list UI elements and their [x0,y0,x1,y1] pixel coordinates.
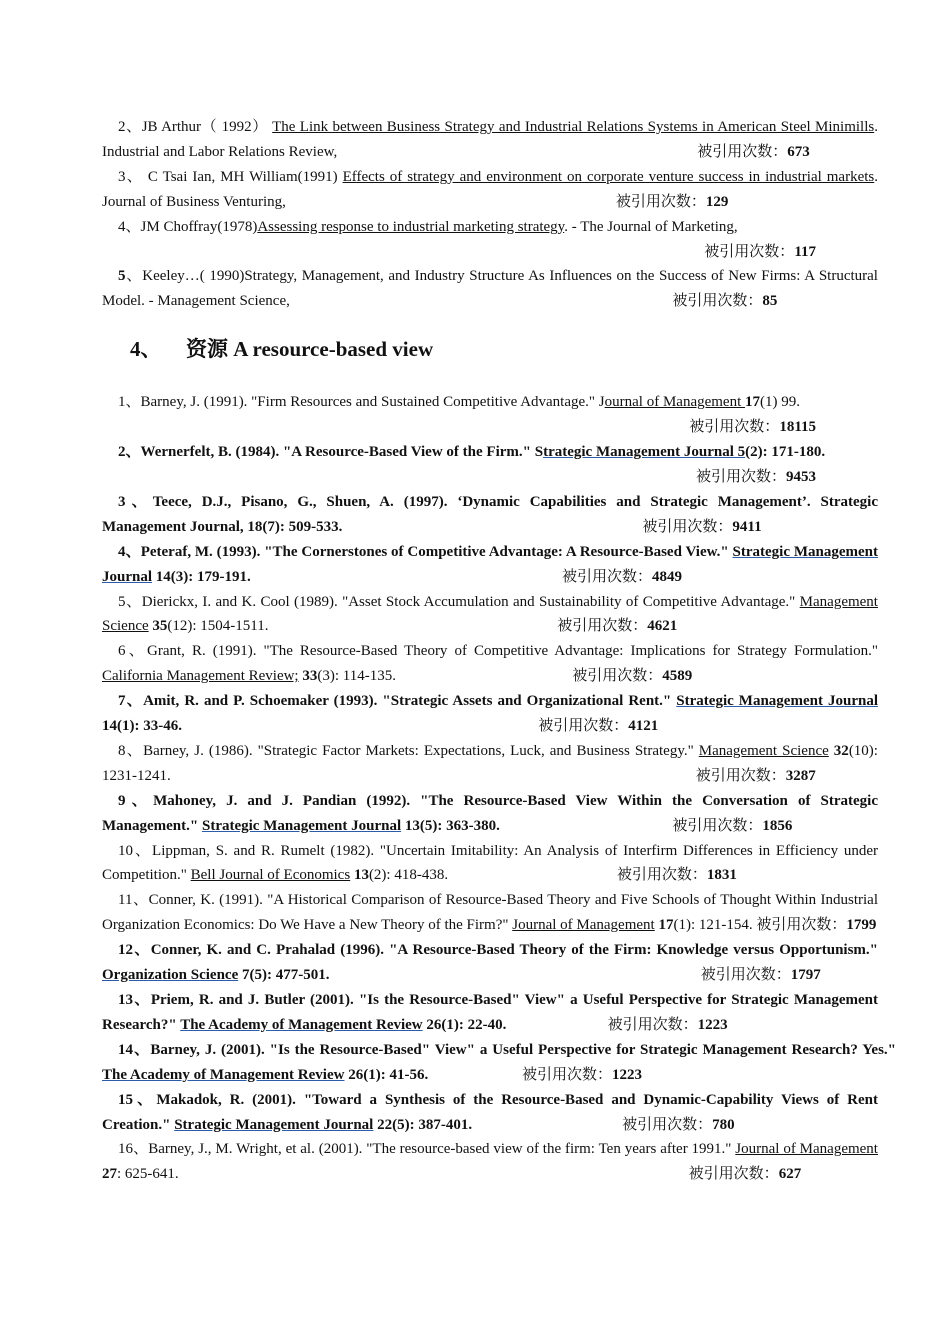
journal-link[interactable]: Management Science [698,742,829,759]
journal-link[interactable]: The Academy of Management Review [180,1016,423,1033]
citation-count: 被引用次数：4849 [562,568,683,585]
reference-entry: 5、Dierickx, I. and K. Cool (1989). "Asset Stock Accumulation and Sustainability of Competitive Advantage." Management Science 35(12): 1504-1511. 被引用次数：4621 [102,593,878,635]
journal-link[interactable]: Bell Journal of Economics [190,867,351,884]
journal-link[interactable]: Organization Science [102,967,239,984]
reference-entry: 4、JM Choffray(1978)Assessing response to industrial marketing strategy. - The Journal of Marketing, 被引用次数：117 [102,215,878,265]
paper-title-link[interactable]: Effects of strategy and environment on corporate venture success in industrial markets [342,168,875,185]
citation-count: 被引用次数：1856 [672,817,793,834]
reference-entry: 11、Conner, K. (1991). "A Historical Comparison of Resource-Based Theory and Five Schools of Thought Within Industrial Organization Economics: Do We Have a New Theory of the Firm?" Journal of Management 17(1): 121-154. 被引用次数：1799 [102,892,878,934]
reference-entry: 2、Wernerfelt, B. (1984). "A Resource-Based View of the Firm." Strategic Management Journal 5(2): 171-180. 被引用次数：9453 [102,440,878,490]
citation-count: 被引用次数：1223 [521,1066,642,1083]
reference-entry: 1、Barney, J. (1991). "Firm Resources and Sustained Competitive Advantage." Journal of Management 17(1) 99. 被引用次数：18115 [102,390,878,440]
citation-count: 被引用次数：85 [672,293,778,310]
journal-link[interactable]: The Academy of Management Review [102,1066,345,1083]
paper-title-link[interactable]: The Link between Business Strategy and Industrial Relations Systems in American Steel Minimills [272,119,875,135]
citation-count: 被引用次数：627 [688,1166,802,1183]
citation-count: 被引用次数：9411 [642,518,762,535]
reference-entry: 5、Keeley…( 1990)Strategy, Management, and Industry Structure As Influences on the Success of New Firms: A Structural Model. - Management Science, 被引用次数：85 [102,268,878,310]
citation-count: 被引用次数：4621 [557,618,678,635]
reference-entry: 2、JB Arthur（ 1992） The Link between Business Strategy and Industrial Relations Systems in American Steel Minimills. Industrial and Labor Relations Review, 被引用次数：673 [102,119,878,160]
citation-count: 被引用次数：1223 [607,1016,728,1033]
journal-link[interactable]: Strategic Management Journal [174,1116,374,1133]
reference-entry: 10、Lippman, S. and R. Rumelt (1982). "Uncertain Imitability: An Analysis of Interfirm Differences in Efficiency under Competition." Bell Journal of Economics 13(2): 418-438. 被引用次数：1831 [102,842,878,884]
journal-link[interactable]: Strategic Management Journal [201,817,402,834]
journal-link[interactable]: Management Science [102,593,878,635]
reference-entry: 13、Priem, R. and J. Butler (2001). "Is the Resource-Based" View" a Useful Perspective for Strategic Management Research?" The Academy of Management Review 26(1): 22-40. 被引用次数：1223 [102,992,878,1033]
citation-count: 被引用次数：129 [615,193,729,210]
citation-count: 被引用次数：780 [622,1116,735,1133]
journal-link[interactable]: ournal of Management [604,394,746,411]
reference-entry: 9、Mahoney, J. and J. Pandian (1992). "The Resource-Based View Within the Conversation of Strategic Management." Strategic Management Journal 13(5): 363-380. 被引用次数：1856 [102,792,878,834]
journal-link[interactable]: California Management Review; [102,668,299,685]
citation-count: 被引用次数：18115 [689,419,816,436]
citation-count: 被引用次数：3287 [695,767,816,784]
paper-title-link[interactable]: Assessing response to industrial marketing strategy [257,218,565,235]
reference-entry: 7、Amit, R. and P. Schoemaker (1993). "Strategic Assets and Organizational Rent." Strategic Management Journal 14(1): 33-46. 被引用次数：4121 [102,693,878,735]
citation-count: 被引用次数：673 [697,143,810,160]
reference-entry: 4、Peteraf, M. (1993). "The Cornerstones of Competitive Advantage: A Resource-Based View." Strategic Management Journal 14(3): 179-191. 被引用次数：4849 [102,543,878,585]
citation-count: 被引用次数：1799 [756,917,877,934]
citation-count: 被引用次数：4589 [572,668,693,685]
reference-entry: 16、Barney, J., M. Wright, et al. (2001). "The resource-based view of the firm: Ten years after 1991." Journal of Management 27: 625-641. 被引用次数：627 [102,1141,878,1183]
journal-link[interactable]: Journal of Management [512,917,655,934]
citation-count: 被引用次数：4121 [538,718,659,735]
reference-entry: 6、Grant, R. (1991). "The Resource-Based Theory of Competitive Advantage: Implications for Strategy Formulation." California Management Review; 33(3): 114-135. 被引用次数：4589 [102,643,878,685]
citation-count: 被引用次数：117 [704,243,816,260]
journal-link[interactable]: Journal of Management [735,1141,878,1158]
reference-entry: 14、Barney, J. (2001). "Is the Resource-Based" View" a Useful Perspective for Strategic Management Research? Yes." The Academy of Management Review 26(1): 41-56. 被引用次数：1223 [102,1041,896,1083]
journal-link[interactable]: Strategic Management Journal [676,693,878,710]
reference-entry: 3、Teece, D.J., Pisano, G., Shuen, A. (1997). ‘Dynamic Capabilities and Strategic Management’. Strategic Management Journal, 18(7): 509-533. 被引用次数：9411 [102,493,878,535]
citation-count: 被引用次数：1797 [700,967,821,984]
journal-link[interactable]: trategic Management Journal 5 [543,444,746,461]
reference-entry: 15、Makadok, R. (2001). "Toward a Synthesis of the Resource-Based and Dynamic-Capability Views of Rent Creation." Strategic Management Journal 22(5): 387-401. 被引用次数：780 [102,1091,878,1133]
journal-link[interactable]: Strategic Management Journal [102,543,878,585]
reference-entry: 8、Barney, J. (1986). "Strategic Factor Markets: Expectations, Luck, and Business Strategy." Management Science 32(10): 1231-1241. 被引用次数：3287 [102,742,878,784]
reference-entry: 3、 C Tsai Ian, MH William(1991) Effects of strategy and environment on corporate venture success in industrial markets. Journal of Business Venturing, 被引用次数：129 [102,168,878,210]
section-heading: 4、 资源 A resource-based view [130,337,434,362]
reference-entry: 12、Conner, K. and C. Prahalad (1996). "A Resource-Based Theory of the Firm: Knowledge versus Opportunism." Organization Science 7(5): 477-501. 被引用次数：1797 [102,942,878,984]
citation-count: 被引用次数：1831 [616,867,737,884]
citation-count: 被引用次数：9453 [695,468,816,485]
document-page [102,115,896,1187]
